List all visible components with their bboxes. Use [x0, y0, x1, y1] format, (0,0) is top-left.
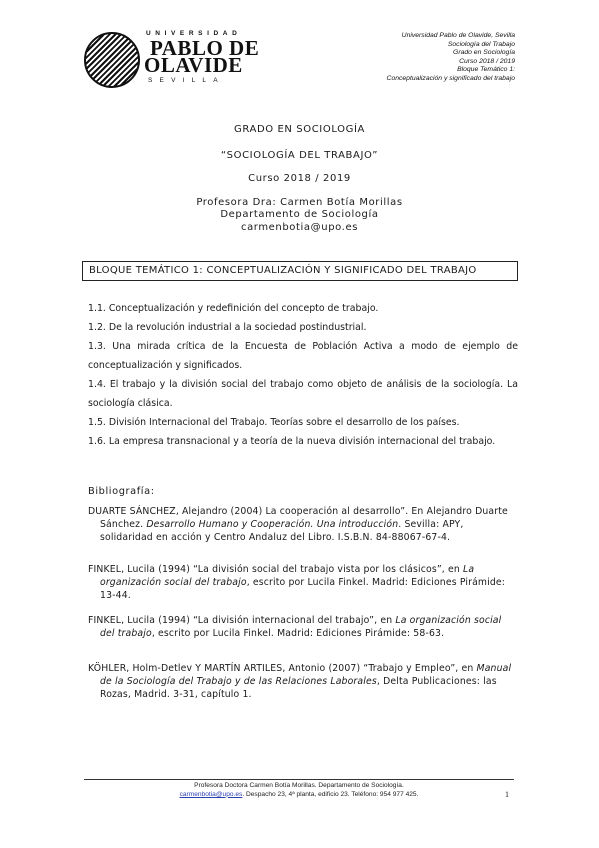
- topic-item: 1.1. Conceptualización y redefinición del concepto de trabajo.: [88, 303, 379, 314]
- bib-text: DUARTE SÁNCHEZ, Alejandro (2004) La cooperación al desarrollo”. En Alejandro Duarte Sánchez.: [88, 506, 508, 530]
- professor-info: [0, 197, 599, 234]
- page-number: 1: [505, 790, 509, 799]
- topic-item: 1.3. Una mirada crítica de la Encuesta de Población Activa a modo de ejemplo de conceptualización y significados.: [88, 341, 518, 371]
- university-emblem-icon: [84, 32, 140, 88]
- bib-text: FINKEL, Lucila (1994) “La división social del trabajo vista por los clásicos”, en: [88, 564, 464, 575]
- course-year: Curso 2018 / 2019: [248, 173, 351, 184]
- department-name: Departamento de Sociología: [220, 209, 379, 221]
- bib-title: La organización social del trabajo: [100, 615, 502, 639]
- header-line: Grado en Sociología: [453, 49, 515, 57]
- running-header: [387, 32, 515, 84]
- bib-title: Manual de la Sociología del Trabajo y de las Relaciones Laborales: [100, 663, 512, 687]
- footer-email-link[interactable]: carmenbotia@upo.es: [179, 790, 243, 798]
- topic-item: 1.5. División Internacional del Trabajo. Teorías sobre el desarrollo de los países.: [88, 417, 460, 428]
- degree-title: GRADO EN SOCIOLOGÍA: [234, 124, 365, 135]
- footer-divider: [84, 779, 514, 780]
- logo-city-text: SEVILLA: [148, 77, 225, 84]
- logo-name-line1: PABLO DE: [150, 36, 260, 60]
- bibliography-entry: [88, 505, 518, 544]
- bibliography-entry: [88, 662, 518, 701]
- bib-text: KÖHLER, Holm-Detlev Y MARTÍN ARTILES, Antonio (2007) “Trabajo y Empleo”, en: [88, 663, 477, 674]
- bibliography-heading: Bibliografía:: [88, 486, 155, 497]
- header-line: Curso 2018 / 2019: [459, 57, 515, 65]
- header-line: Sociología del Trabajo: [447, 40, 515, 48]
- topic-item: 1.4. El trabajo y la división social del trabajo como objeto de análisis de la sociología. La sociología clásica.: [88, 379, 518, 409]
- header-line: Universidad Pablo de Olavide, Sevilla: [401, 32, 515, 39]
- bib-title: Desarrollo Humano y Cooperación. Una introducción: [146, 519, 399, 530]
- course-name: “SOCIOLOGÍA DEL TRABAJO”: [220, 150, 379, 161]
- bib-text: . Sevilla: APY, solidaridad en acción y Centro Andaluz del Libro. I.S.B.N. 84-88067-67-4.: [100, 519, 464, 543]
- professor-email: carmenbotia@upo.es: [240, 221, 359, 233]
- bib-title: La organización social del trabajo: [100, 564, 475, 588]
- university-logo: [84, 30, 284, 92]
- bib-text: FINKEL, Lucila (1994) “La división internacional del trabajo”, en: [88, 615, 396, 626]
- topic-item: 1.6. La empresa transnacional y a teoría de la nueva división internacional del trabajo.: [88, 436, 496, 447]
- footer-line1: Profesora Doctora Carmen Botía Morillas. Departamento de Sociología.: [194, 782, 404, 789]
- professor-name: Profesora Dra: Carmen Botía Morillas: [196, 197, 403, 208]
- footer-line2: [84, 791, 514, 800]
- bib-text: , escrito por Lucila Finkel. Madrid: Ediciones Pirámide: 58-63.: [151, 628, 445, 639]
- bibliography-entry: [88, 563, 518, 602]
- header-line: Conceptualización y significado del trabajo: [386, 74, 515, 82]
- footer-contact: . Despacho 23, 4ª planta, edificio 23. Teléfono: 954 977 425.: [242, 790, 419, 798]
- header-line: Bloque Temático 1:: [457, 66, 515, 74]
- logo-universidad-text: UNIVERSIDAD: [146, 30, 242, 37]
- page-footer: [84, 782, 514, 799]
- topic-item: 1.2. De la revolución industrial a la sociedad postindustrial.: [88, 322, 367, 333]
- logo-name-line2: OLAVIDE: [144, 53, 243, 77]
- block-title-box: BLOQUE TEMÁTICO 1: CONCEPTUALIZACIÓN Y SIGNIFICADO DEL TRABAJO: [82, 261, 518, 281]
- bib-text: , escrito por Lucila Finkel. Madrid: Ediciones Pirámide: 13-44.: [100, 577, 506, 601]
- topics-list: [88, 299, 518, 451]
- bib-text: , Delta Publicaciones: las Rozas, Madrid. 3-31, capítulo 1.: [100, 676, 497, 700]
- bibliography-entry: [88, 614, 518, 640]
